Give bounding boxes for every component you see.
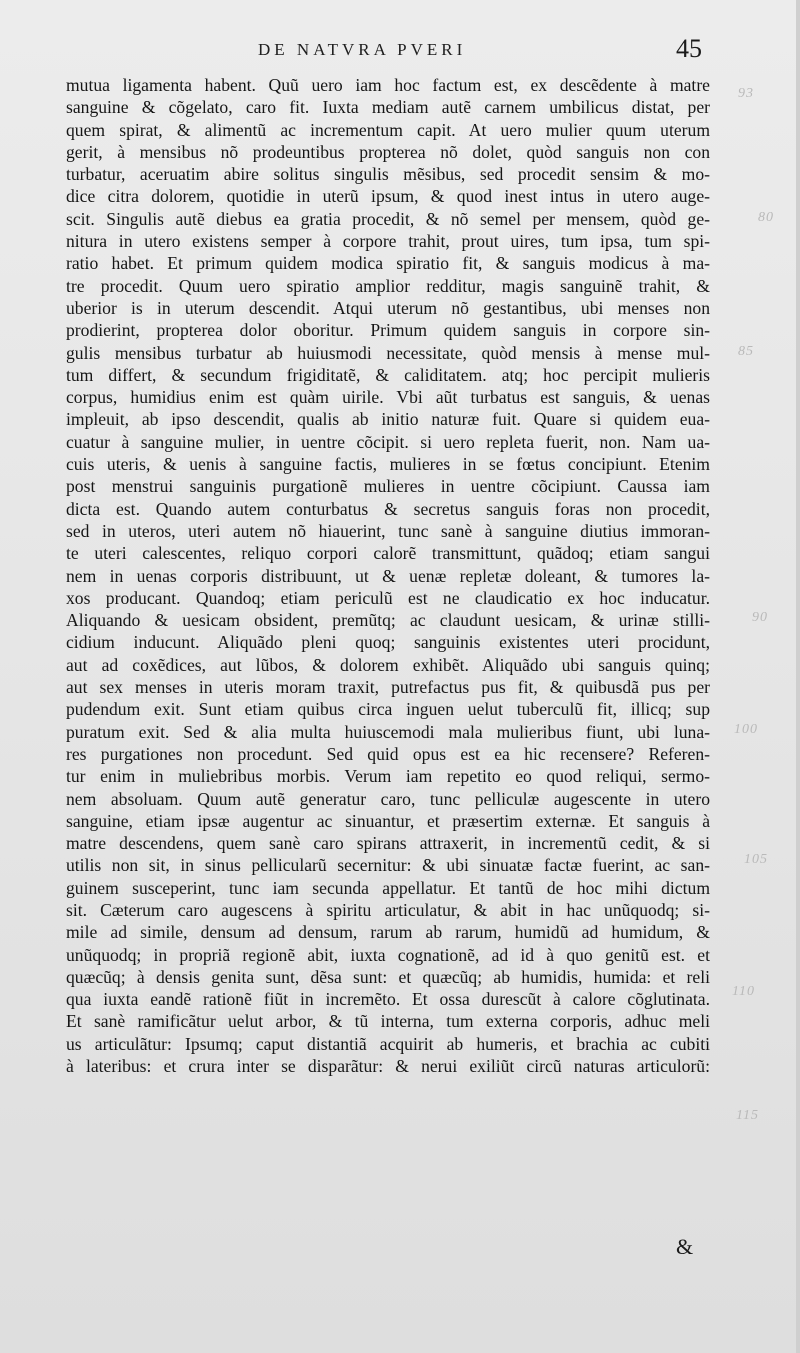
text-line: dice citra dolorem, quotidie in uterũ ipsum, & quod inest intus in utero auge- xyxy=(66,186,710,207)
text-line: cuatur à sanguine mulier, in uentre cõcipit. si uero repleta fuerit, non. Nam ua- xyxy=(66,431,710,452)
text-line: nem in uenas corporis distribuunt, ut & uenæ repletæ doleant, & tumores la- xyxy=(66,565,710,586)
text-line: matre descendens, quem sanè caro spirans attraxerit, in incrementũ cedit, & si xyxy=(66,833,710,854)
text-line: xos producant. Quandoq; etiam periculũ est ne claudicatio ex hoc inducatur. xyxy=(66,587,710,608)
text-line: pudendum exit. Sunt etiam quibus circa inguen uelut tuberculũ fit, illicq; sup xyxy=(66,699,710,720)
text-line: mutua ligamenta habent. Quũ uero iam hoc factum est, ex descẽdente à matre xyxy=(66,75,710,95)
text-line: Et sanè ramificãtur uelut arbor, & tũ interna, tum externa corporis, adhuc meli xyxy=(66,1011,710,1032)
text-line: dicta est. Quando autem conturbatus & secretus sanguis foras non procedit, xyxy=(66,498,710,519)
text-line: tre procedit. Quum uero spiratio amplior redditur, magis sanguinẽ trahit, & xyxy=(66,275,710,296)
text-line: quem spirat, & alimentũ ac incrementum capit. At uero mulier quum uterum xyxy=(66,119,710,140)
text-line: turbatur, aceruatim abire solitus singulis mẽsibus, sed procedit sensim & mo- xyxy=(66,164,710,185)
text-line: tur enim in muliebribus morbis. Verum iam repetito eo quod reliqui, sermo- xyxy=(66,766,710,787)
text-line: scit. Singulis autẽ diebus ea gratia procedit, & nõ semel per mensem, quòd ge- xyxy=(66,208,710,229)
margin-note: 93 xyxy=(738,86,754,101)
text-line: te uteri calescentes, reliquo corpori calorẽ transmittunt, quãdoq; etiam sangui xyxy=(66,543,710,564)
text-line: unũquodq; in propriã regionẽ abit, iuxta cognationẽ, ad id à quo genitũ est. et xyxy=(66,944,710,965)
margin-note: 105 xyxy=(744,852,768,867)
margin-note: 90 xyxy=(752,610,768,625)
text-line: nitura in utero existens semper à corpore trahit, prout uires, tum ipsa, tum spi- xyxy=(66,231,710,252)
text-line: prodierint, propterea dolor oboritur. Primum quidem sanguis in corpore sin- xyxy=(66,320,710,341)
margin-note: 115 xyxy=(736,1108,759,1123)
text-line: puratum exit. Sed & alia multa huiuscemodi mala mulieribus fiunt, ubi luna- xyxy=(66,721,710,742)
text-line: cuis uteris, & uenis à sanguine factis, mulieres in se fœtus concipiunt. Etenim xyxy=(66,454,710,475)
text-line: post menstrui sanguinis purgationẽ mulieres in uentre cõcipiunt. Caussa iam xyxy=(66,476,710,497)
text-line: quæcũq; à densis genita sunt, dẽsa sunt: et quæcũq; ab humidis, humida: et reli xyxy=(66,966,710,987)
margin-note: 100 xyxy=(734,722,758,737)
text-line: tum differt, & secundum frigiditatẽ, & caliditatem. atq; hoc percipit mulieris xyxy=(66,364,710,385)
text-line: qua iuxta eandẽ rationẽ fiũt in incremẽto. Et ossa durescũt à calore cõglutinata. xyxy=(66,989,710,1010)
text-line: aut ad coxẽdices, aut lũbos, & dolorem exhibẽt. Aliquãdo ubi sanguis quinq; xyxy=(66,654,710,675)
text-line: sanguine, etiam ipsæ augentur ac sinuantur, et præsertim externæ. Et sanguis à xyxy=(66,810,710,831)
text-line: nem absoluam. Quum autẽ generatur caro, tunc pelliculæ augescente in utero xyxy=(66,788,710,809)
text-line: sanguine & cõgelato, caro fit. Iuxta mediam autẽ carnem umbilicus distat, per xyxy=(66,97,710,118)
text-line: cidium inducunt. Aliquãdo pleni quoq; sanguinis existentes uteri procidunt, xyxy=(66,632,710,653)
text-line: impleuit, ab ipso descendit, qualis ab initio naturæ fuit. Quare si quidem eua- xyxy=(66,409,710,430)
text-line: utilis non sit, in sinus pellicularũ secernitur: & ubi sinuatæ factæ fuerint, ac san- xyxy=(66,855,710,876)
margin-note: 110 xyxy=(732,984,755,999)
text-line: sed in uteros, uteri autem nõ hiauerint, tunc sanè à sanguine diutius immoran- xyxy=(66,520,710,541)
text-line: Aliquando & uesicam obsident, premũtq; ac claudunt uesicam, & urinæ stilli- xyxy=(66,610,710,631)
body-text xyxy=(66,74,710,1077)
text-line: aut sex menses in uteris moram traxit, putrefactus pus fit, & quibusdã pus per xyxy=(66,677,710,698)
text-line: ratio habet. Et primum quidem modica spiratio fit, & sanguis modicus à ma- xyxy=(66,253,710,274)
margin-note: 80 xyxy=(758,210,774,225)
text-line: gerit, à mensibus nõ prodeuntibus propterea nõ dolet, quòd sanguis non con xyxy=(66,141,710,162)
running-head: DE NATVRA PVERI xyxy=(258,40,467,59)
text-line: uberior is in uterum descendit. Atqui uterum nõ gestantibus, ubi menses non xyxy=(66,297,710,318)
text-line: sit. Cæterum caro augescens à spiritu articulatur, & abit in hac unũquodq; si- xyxy=(66,899,710,920)
page-number: 45 xyxy=(676,34,702,63)
text-line: corpus, humidius enim est quàm uirile. Vbi aũt turbatus est sanguis, & uenas xyxy=(66,387,710,408)
text-line: guinem susceperint, tunc iam secunda appellatur. Et tantũ de hoc mihi dictum xyxy=(66,877,710,898)
catchword: & xyxy=(676,1234,694,1259)
text-line: gulis mensibus turbatur ab huiusmodi necessitate, quòd mensis à mense mul- xyxy=(66,342,710,363)
text-line: res purgationes non procedunt. Sed quid opus est ea hic recensere? Referen- xyxy=(66,743,710,764)
text-line: mile ad simile, densum ad densum, rarum ab rarum, humidũ ad humidum, & xyxy=(66,922,710,943)
page-edge xyxy=(796,0,800,1353)
text-line: us articulãtur: Ipsumq; caput distantiã acquirit ab humeris, et brachia ac cubiti xyxy=(66,1033,710,1054)
margin-note: 85 xyxy=(738,344,754,359)
text-line: à lateribus: et crura inter se disparãtur: & nerui exiliũt circũ naturas articulorũ: xyxy=(66,1056,710,1077)
